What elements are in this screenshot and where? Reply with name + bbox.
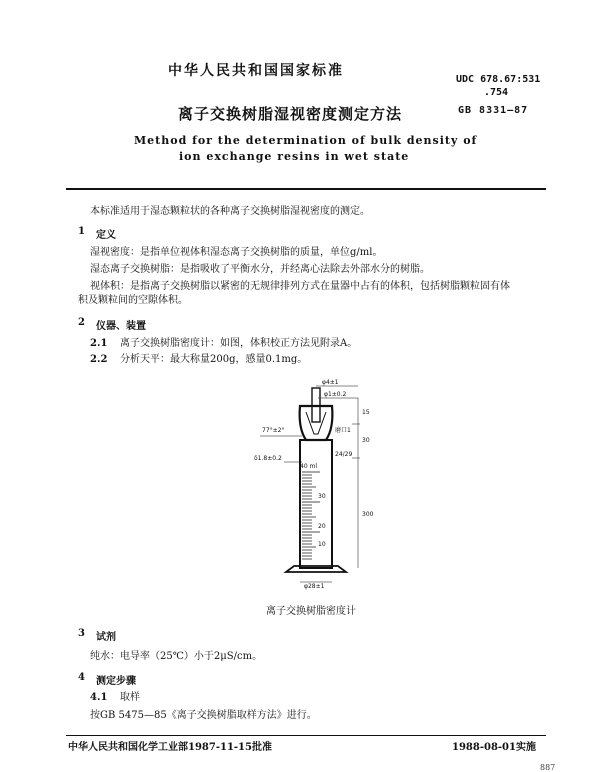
approval-date: 中华人民共和国化学工业部1987-11-15批准 xyxy=(68,742,272,753)
label-grad-20: 20 xyxy=(318,523,326,530)
scope-paragraph: 本标准适用于湿态颗粒状的各种离子交换树脂湿视密度的测定。 xyxy=(90,206,370,217)
label-joint: 24/29 xyxy=(335,451,353,458)
label-grad-10: 10 xyxy=(318,541,326,548)
section-3-number: 3 xyxy=(78,628,85,639)
standard-number: GB 8331—87 xyxy=(458,105,529,116)
dim-tip-diameter: φ1±0.2 xyxy=(324,391,347,398)
section-4-title: 测定步骤 xyxy=(96,676,136,687)
section-2-number: 2 xyxy=(78,317,85,328)
dim-top-diameter: φ4±1 xyxy=(322,379,339,386)
implementation-date: 1988-08-01实施 xyxy=(452,742,536,753)
reagent-pure-water: 纯水：电导率（25℃）小于2μS/cm。 xyxy=(90,651,263,662)
item-2-2-text: 分析天平：最大称量200g，感量0.1mg。 xyxy=(120,354,308,365)
sampling-reference: 按GB 5475—85《离子交换树脂取样方法》进行。 xyxy=(90,710,317,721)
title-english-line1: Method for the determination of bulk density of xyxy=(134,134,478,147)
item-4-1-title: 取样 xyxy=(120,692,140,703)
item-2-1-number: 2.1 xyxy=(90,338,108,349)
udc-code-cont: .754 xyxy=(484,87,509,98)
udc-code: UDC 678.67:531 xyxy=(456,74,541,85)
section-1-number: 1 xyxy=(78,226,85,237)
definition-apparent-volume-cont: 积及颗粒间的空隙体积。 xyxy=(78,295,188,306)
stopper-body xyxy=(300,406,333,440)
definition-bulk-density: 湿视密度：是指单位视体积湿态离子交换树脂的质量，单位g/ml。 xyxy=(90,247,383,258)
label-ground-mouth: 磨口1 xyxy=(335,427,351,434)
page-number: 887 xyxy=(540,763,556,772)
graduated-cylinder xyxy=(300,440,332,568)
title-chinese: 离子交换树脂湿视密度测定方法 xyxy=(178,105,403,123)
header-divider xyxy=(66,188,546,190)
definition-wet-resin: 湿态离子交换树脂：是指吸收了平衡水分，并经离心法除去外部水分的树脂。 xyxy=(90,264,430,275)
dim-base-diameter: φ28±1 xyxy=(304,583,325,590)
section-2-title: 仪器、装置 xyxy=(96,321,146,332)
figure-caption: 离子交换树脂密度计 xyxy=(266,606,356,617)
label-grad-30: 30 xyxy=(318,493,326,500)
title-english-line2: ion exchange resins in wet state xyxy=(179,150,410,163)
density-meter-figure xyxy=(240,376,390,594)
footer-divider xyxy=(66,735,546,736)
section-4-number: 4 xyxy=(78,672,85,683)
item-2-1-text: 离子交换树脂密度计：如图，体积校正方法见附录A。 xyxy=(120,338,358,349)
item-4-1-number: 4.1 xyxy=(90,692,108,703)
dim-cone-angle: 77°±2° xyxy=(262,427,285,434)
dim-30: 30 xyxy=(362,437,370,444)
section-3-title: 试剂 xyxy=(96,632,116,643)
issuing-authority: 中华人民共和国国家标准 xyxy=(168,63,344,79)
definition-apparent-volume: 视体积：是指离子交换树脂以紧密的无规律排列方式在量器中占有的体积，包括树脂颗粒固有体 xyxy=(90,281,510,292)
dim-wall-thickness: δ1.8±0.2 xyxy=(254,455,282,462)
label-40ml: 40 ml xyxy=(300,463,318,470)
dim-15: 15 xyxy=(362,409,370,416)
item-2-2-number: 2.2 xyxy=(90,354,108,365)
dim-300: 300 xyxy=(362,511,374,518)
section-1-title: 定义 xyxy=(96,230,116,241)
